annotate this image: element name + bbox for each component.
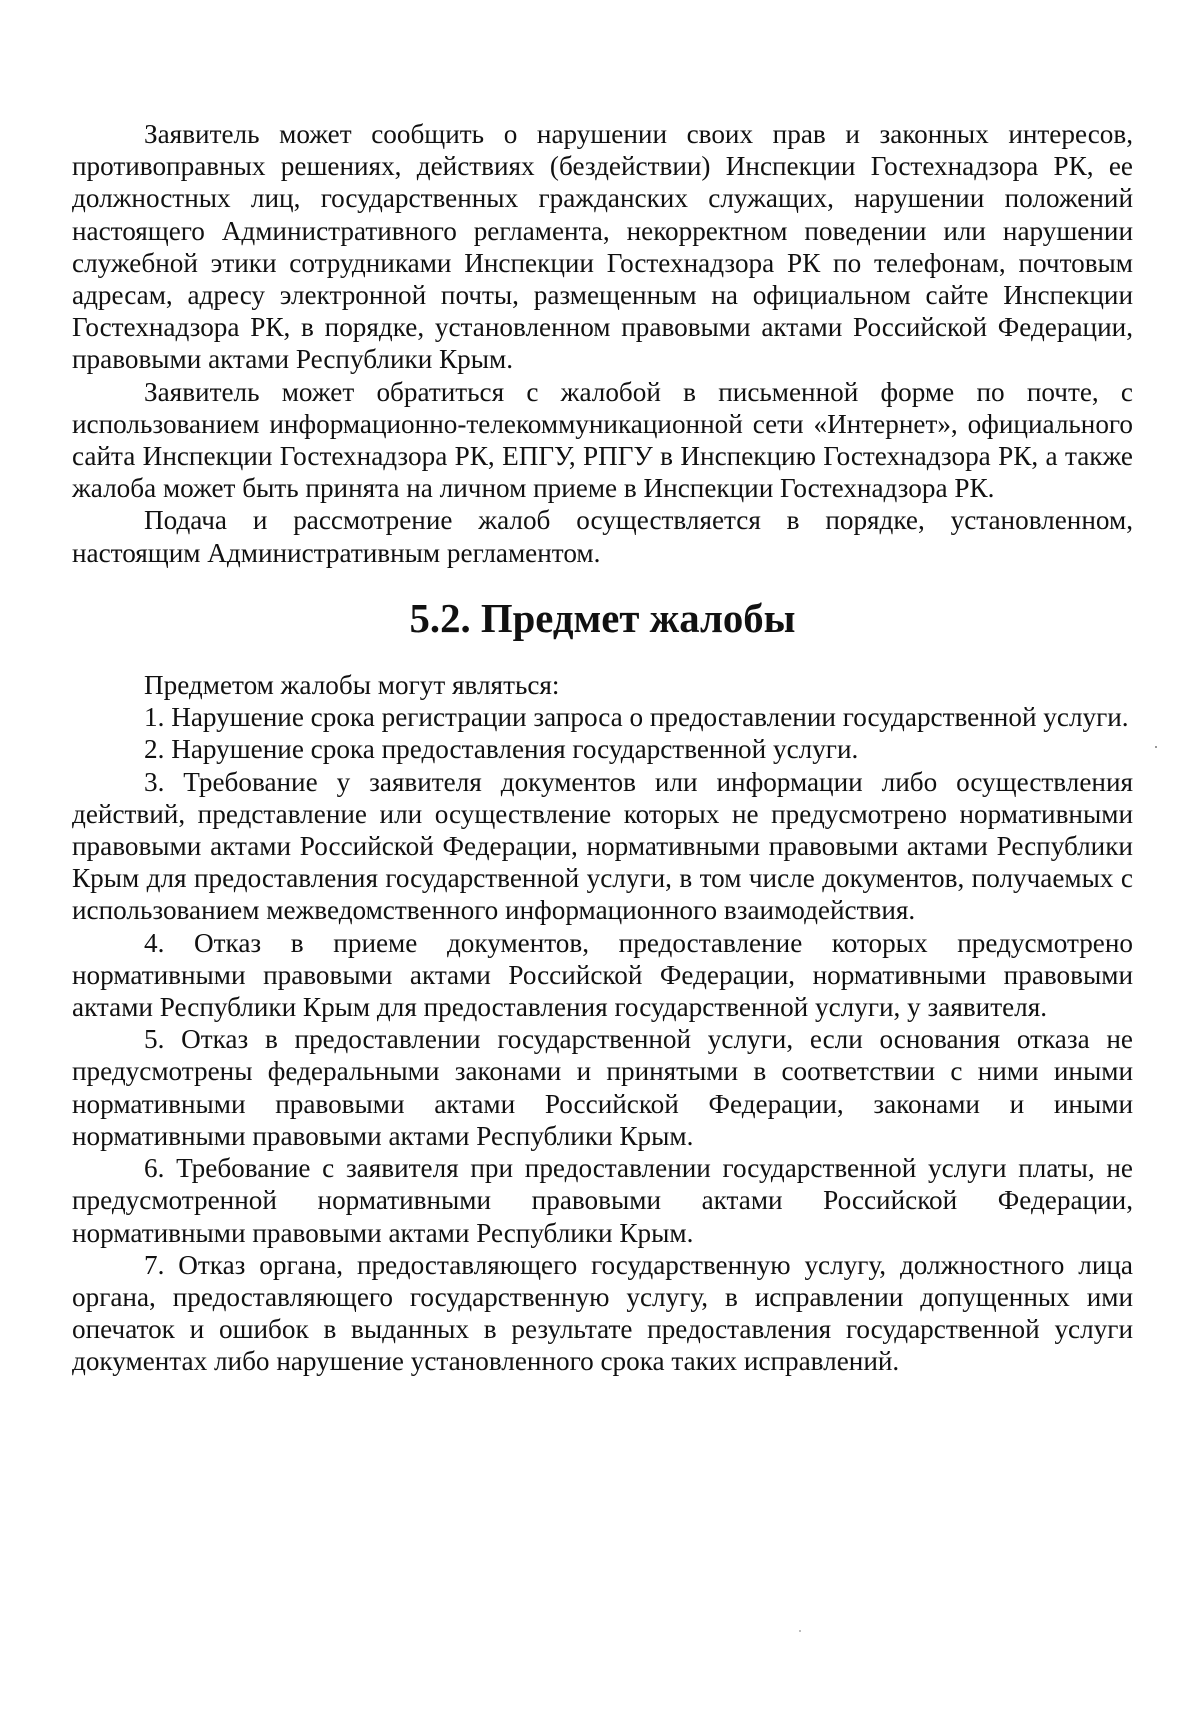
- list-item: 5. Отказ в предоставлении государственной услуги, если основания отказа не предусмотрены федеральными законами и принятыми в соответствии с ними иными нормативными правовыми актами Российской Федерации, законами и иными нормативными правовыми актами Республики Крым.: [72, 1024, 1133, 1151]
- list-item: 7. Отказ органа, предоставляющего государственную услугу, должностного лица органа, предоставляющего государственную услугу, в исправлении допущенных ими опечаток и ошибок в выданных в результате предоставления государственной услуги документах либо нарушение установленного срока таких исправлений.: [72, 1249, 1133, 1377]
- document-body: [72, 118, 1133, 1378]
- list-item: 3. Требование у заявителя документов или информации либо осуществления действий, представление или осуществление которых не предусмотрено нормативными правовыми актами Российской Федерации, нормативными правовыми актами Республики Крым для предоставления государственной услуги, в том числе документов, получаемых с использованием межведомственного информационного взаимодействия.: [72, 766, 1133, 926]
- list-item: 2. Нарушение срока предоставления государственной услуги.: [144, 734, 859, 765]
- scan-speck: [1155, 746, 1157, 748]
- section-heading: 5.2. Предмет жалобы: [409, 595, 796, 641]
- paragraph-report-violation: Заявитель может сообщить о нарушении своих прав и законных интересов, противоправных решениях, действиях (бездействии) Инспекции Гостехнадзора РК, ее должностных лиц, государственных гражданских служащих, нарушении положений настоящего Административного регламента, некорректном поведении или нарушении служебной этики сотрудниками Инспекции Гостехнадзора РК по телефонам, почтовым адресам, адресу электронной почты, размещенным на официальном сайте Инспекции Гостехнадзора РК, в порядке, установленном правовыми актами Российской Федерации, правовыми актами Республики Крым.: [72, 119, 1133, 375]
- list-item: 4. Отказ в приеме документов, предоставление которых предусмотрено нормативными правовыми актами Российской Федерации, нормативными правовыми актами Республики Крым для предоставления государственной услуги, у заявителя.: [72, 927, 1133, 1023]
- list-intro: Предметом жалобы могут являться:: [144, 670, 560, 701]
- list-item: 6. Требование с заявителя при предоставлении государственной услуги платы, не предусмотренной нормативными правовыми актами Российской Федерации, нормативными правовыми актами Республики Крым.: [72, 1153, 1133, 1248]
- paragraph-written-complaint: Заявитель может обратиться с жалобой в письменной форме по почте, с использованием информационно-телекоммуникационной сети «Интернет», официального сайта Инспекции Гостехнадзора РК, ЕПГУ, РПГУ в Инспекцию Гостехнадзора РК, а также жалоба может быть принята на личном приеме в Инспекции Гостехнадзора РК.: [72, 376, 1133, 504]
- scan-speck: [799, 1630, 801, 1632]
- paragraph-complaint-procedure: Подача и рассмотрение жалоб осуществляется в порядке, установленном, настоящим Административным регламентом.: [72, 505, 1133, 568]
- complaint-subject-list: [72, 701, 1133, 1377]
- list-item: 1. Нарушение срока регистрации запроса о предоставлении государственной услуги.: [144, 702, 1129, 733]
